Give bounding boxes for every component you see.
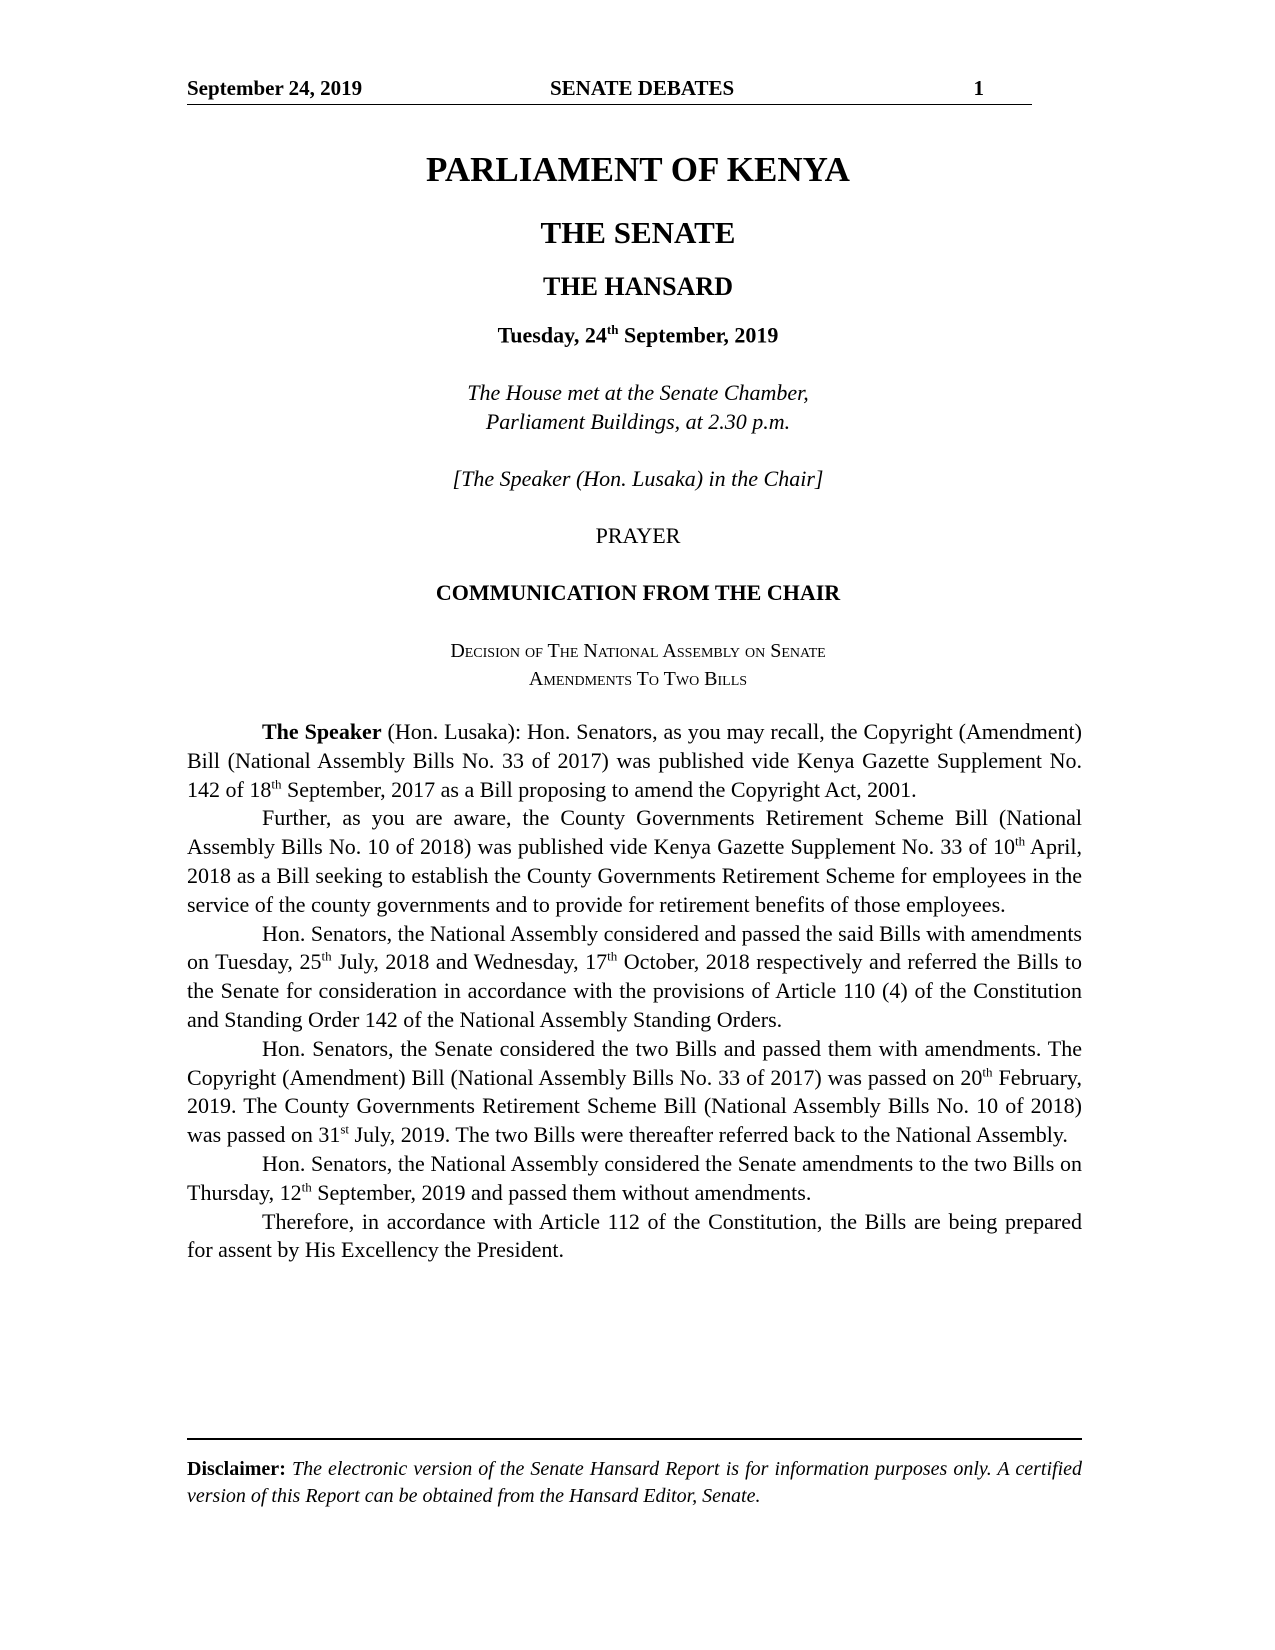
paragraph-2: Further, as you are aware, the County Governments Retirement Scheme Bill (National Assembly Bills No. 10 of 2018) was published vide Kenya Gazette Supplement No. 33 of 10th April, 2018 as a Bill seeking to establish the County Governments Retirement Scheme for employees in the service of the county governments and to provide for retirement benefits of those employees. <box>187 805 1082 917</box>
sitting-note <box>187 378 1089 436</box>
communication-heading: COMMUNICATION FROM THE CHAIR <box>435 580 841 605</box>
speaker-communication <box>187 718 1082 1265</box>
paragraph-5: Hon. Senators, the National Assembly considered the Senate amendments to the two Bills on Thursday, 12th September, 2019 and passed them without amendments. <box>187 1150 1082 1205</box>
paragraph-4: Hon. Senators, the Senate considered the two Bills and passed them with amendments. The Copyright (Amendment) Bill (National Assembly Bills No. 33 of 2017) was passed on 20th February, 2019. The County Governments Retirement Scheme Bill (National Assembly Bills No. 10 of 2018) was passed on 31st July, 2019. The two Bills were thereafter referred back to the National Assembly. <box>187 1035 1082 1148</box>
decision-line-1: Decision of The National Assembly on Senate <box>450 640 826 662</box>
footer-divider <box>187 1438 1082 1440</box>
running-header <box>187 76 1032 105</box>
paragraph-1: The Speaker (Hon. Lusaka): Hon. Senators, as you may recall, the Copyright (Amendment) Bill (National Assembly Bills No. 33 of 2017) was published vide Kenya Gazette Supplement No. 142 of 18th September, 2017 as a Bill proposing to amend the Copyright Act, 2001. <box>187 719 1082 802</box>
paragraph-6: Therefore, in accordance with Article 112 of the Constitution, the Bills are being prepared for assent by His Excellency the President. <box>187 1208 1082 1263</box>
senate-title: THE SENATE <box>540 215 736 250</box>
speaker-name: The Speaker <box>262 719 382 744</box>
page-number: 1 <box>973 76 984 100</box>
parliament-title: PARLIAMENT OF KENYA <box>426 150 850 189</box>
decision-heading <box>187 637 1089 693</box>
disclaimer-label: Disclaimer: <box>187 1458 286 1480</box>
sitting-date-prefix: Tuesday, 24 <box>497 322 607 348</box>
sitting-line-2: Parliament Buildings, at 2.30 p.m. <box>485 409 791 434</box>
disclaimer-text: The electronic version of the Senate Hansard Report is for information purposes only. A certified version of this Report can be obtained from the Hansard Editor, Senate. <box>187 1458 1082 1507</box>
hansard-title: THE HANSARD <box>543 272 733 301</box>
sitting-line-1: The House met at the Senate Chamber, <box>467 380 809 405</box>
paragraph-3: Hon. Senators, the National Assembly considered and passed the said Bills with amendments on Tuesday, 25th July, 2018 and Wednesday, 17th October, 2018 respectively and referred the Bills to the Senate for consideration in accordance with the provisions of Article 110 (4) of the Constitution and Standing Order 142 of the National Assembly Standing Orders. <box>187 920 1083 1032</box>
decision-line-2: Amendments To Two Bills <box>528 668 748 690</box>
header-date: September 24, 2019 <box>187 76 363 100</box>
header-title: SENATE DEBATES <box>550 76 735 100</box>
sitting-date-suffix: September, 2019 <box>618 322 779 348</box>
chair-note: [The Speaker (Hon. Lusaka) in the Chair] <box>452 466 824 491</box>
sitting-date-sup: th <box>606 322 619 337</box>
prayer-heading: PRAYER <box>595 523 681 548</box>
sitting-date <box>187 322 1089 348</box>
disclaimer <box>187 1456 1082 1510</box>
